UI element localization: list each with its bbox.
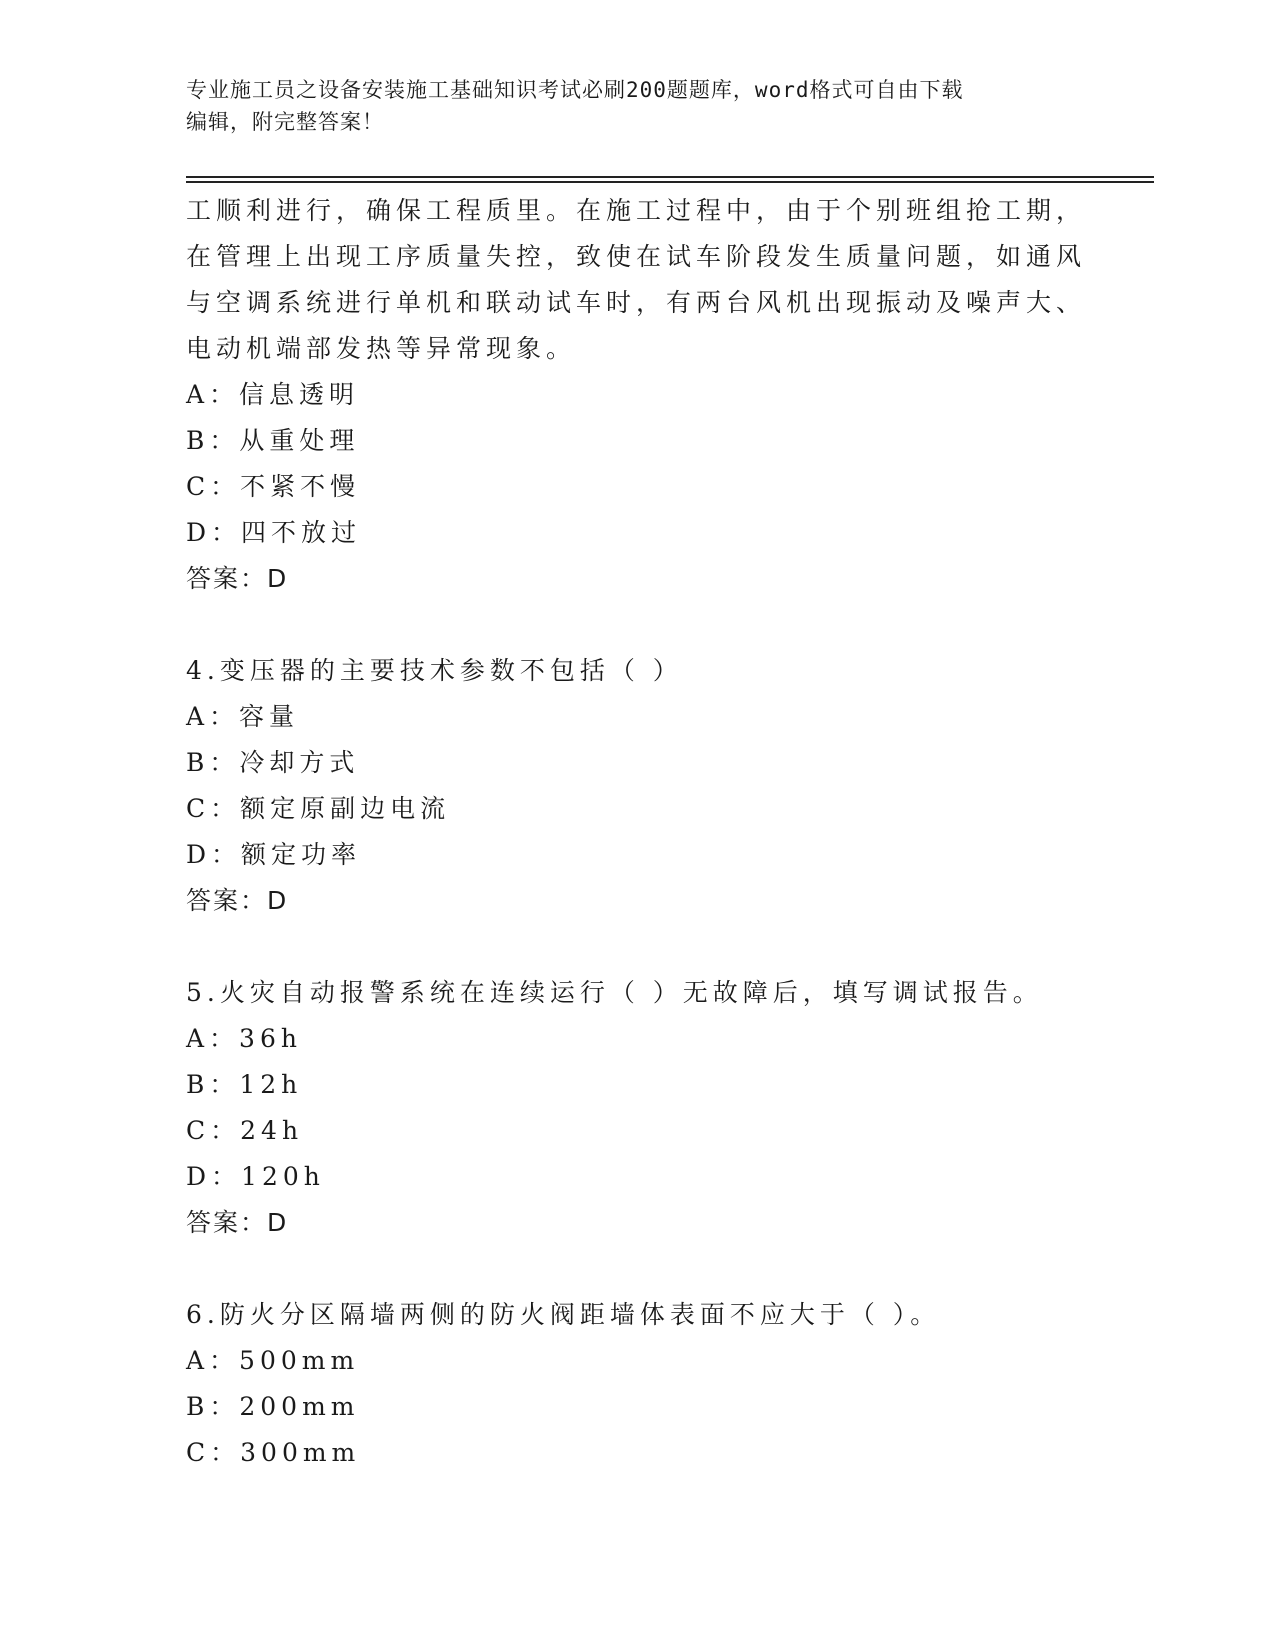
option-a: A：500mm — [186, 1346, 360, 1375]
question-5 — [186, 970, 1086, 1246]
header-divider-bottom — [186, 181, 1154, 183]
option-d: D：120h — [186, 1162, 325, 1191]
question-content — [186, 188, 1086, 1476]
answer-line: 答案：D — [186, 1208, 289, 1237]
option-d: D：额定功率 — [186, 840, 362, 869]
option-b: B：12h — [186, 1070, 303, 1099]
header-title-line-1: 专业施工员之设备安装施工基础知识考试必刷200题题库，word格式可自由下载 — [186, 78, 964, 102]
question-stem-line: 在管理上出现工序质量失控，致使在试车阶段发生质量问题，如通风 — [186, 242, 1087, 271]
header-divider-top — [186, 176, 1154, 178]
answer-line: 答案：D — [186, 564, 289, 593]
option-b: B：200mm — [186, 1392, 360, 1421]
question-stem: 4.变压器的主要技术参数不包括（ ） — [186, 656, 683, 685]
option-c: C：300mm — [186, 1438, 361, 1467]
option-c: C：额定原副边电流 — [186, 794, 451, 823]
question-4 — [186, 648, 1086, 924]
spacer — [186, 602, 1086, 648]
question-stem: 6.防火分区隔墙两侧的防火阀距墙体表面不应大于（ ）。 — [186, 1300, 941, 1329]
question-6 — [186, 1292, 1086, 1476]
question-stem-line: 工顺利进行，确保工程质里。在施工过程中，由于个别班组抢工期， — [186, 196, 1087, 225]
option-b: B：从重处理 — [186, 426, 360, 455]
option-a: A：信息透明 — [186, 380, 360, 409]
spacer — [186, 924, 1086, 970]
question-3 — [186, 188, 1086, 602]
spacer — [186, 1246, 1086, 1292]
option-d: D：四不放过 — [186, 518, 362, 547]
document-header — [186, 74, 1086, 138]
option-b: B：冷却方式 — [186, 748, 360, 777]
option-c: C：24h — [186, 1116, 304, 1145]
question-stem-line: 与空调系统进行单机和联动试车时，有两台风机出现振动及噪声大、 — [186, 288, 1087, 317]
option-a: A：容量 — [186, 702, 300, 731]
option-c: C：不紧不慢 — [186, 472, 361, 501]
option-a: A：36h — [186, 1024, 302, 1053]
answer-line: 答案：D — [186, 886, 289, 915]
header-title-line-2: 编辑，附完整答案！ — [186, 110, 384, 134]
question-stem-line: 电动机端部发热等异常现象。 — [186, 334, 577, 363]
question-stem: 5.火灾自动报警系统在连续运行（ ）无故障后，填写调试报告。 — [186, 978, 1043, 1007]
